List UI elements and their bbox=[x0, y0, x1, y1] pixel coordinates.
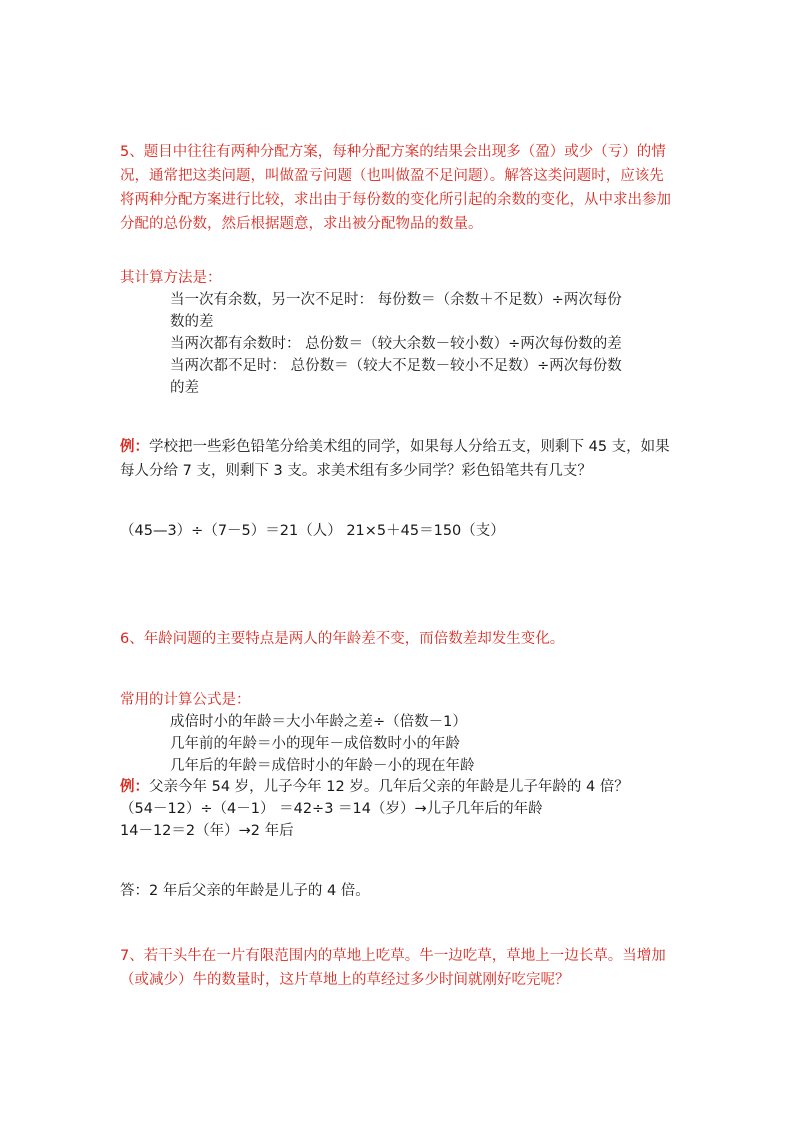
section5-line-3: 将两种分配方案进行比较，求出由于每份数的变化所引起的余数的变化，从中求出参加 bbox=[120, 192, 671, 208]
example6-text: 父亲今年 54 岁，儿子今年 12 岁。几年后父亲的年龄是儿子年龄的 4 倍？ bbox=[149, 779, 629, 795]
formula-heading: 常用的计算公式是： bbox=[120, 692, 251, 708]
example-label: 例： bbox=[120, 439, 149, 455]
section7-line-2: （或减少）牛的数量时，这片草地上的草经过多少时间就刚好吃完呢？ bbox=[120, 972, 570, 988]
section6-title: 6、年龄问题的主要特点是两人的年龄差不变，而倍数差却发生变化。 bbox=[120, 631, 565, 647]
formula-line-1: 成倍时小的年龄＝大小年龄之差÷（倍数－1） bbox=[170, 714, 467, 730]
example-label: 例： bbox=[120, 779, 149, 795]
example5-line-2: 每人分给 7 支，则剩下 3 支。求美术组有多少同学？彩色铅笔共有几支？ bbox=[120, 463, 592, 479]
example6-line bbox=[120, 776, 629, 798]
method-line-4: 当两次都不足时： 总份数＝（较大不足数－较小不足数）÷两次每份数 bbox=[170, 358, 622, 374]
section5-line-1: 5、题目中往往有两种分配方案，每种分配方案的结果会出现多（盈）或少（亏）的情 bbox=[120, 144, 666, 160]
method-line-1: 当一次有余数，另一次不足时： 每份数＝（余数＋不足数）÷两次每份 bbox=[170, 292, 622, 308]
example6-answer: 答：2 年后父亲的年龄是儿子的 4 倍。 bbox=[120, 883, 370, 899]
example5-line-1 bbox=[120, 436, 670, 458]
method-heading: 其计算方法是： bbox=[120, 270, 222, 286]
section5-line-2: 况，通常把这类问题，叫做盈亏问题（也叫做盈不足问题）。解答这类问题时，应该先 bbox=[120, 168, 664, 184]
method-line-5: 的差 bbox=[170, 380, 199, 396]
example5-text-1: 学校把一些彩色铅笔分给美术组的同学，如果每人分给五支，则剩下 45 支，如果 bbox=[149, 439, 670, 455]
formula-line-3: 几年后的年龄＝成倍时小的年龄－小的现在年龄 bbox=[170, 758, 475, 774]
section5-line-4: 分配的总份数，然后根据题意，求出被分配物品的数量。 bbox=[120, 216, 483, 232]
example6-solution-1: （54－12）÷（4－1） ＝42÷3 ＝14（岁）→儿子几年后的年龄 bbox=[120, 801, 543, 817]
formula-line-2: 几年前的年龄＝小的现年－成倍数时小的年龄 bbox=[170, 736, 460, 752]
method-line-3: 当两次都有余数时： 总份数＝（较大余数－较小数）÷两次每份数的差 bbox=[170, 336, 622, 352]
example6-solution-2: 14－12＝2（年）→2 年后 bbox=[120, 823, 294, 839]
method-line-2: 数的差 bbox=[170, 314, 214, 330]
example5-solution: （45—3）÷（7－5）＝21（人） 21×5＋45＝150（支） bbox=[120, 523, 505, 539]
section7-line-1: 7、若干头牛在一片有限范围内的草地上吃草。牛一边吃草，草地上一边长草。当增加 bbox=[120, 948, 666, 964]
